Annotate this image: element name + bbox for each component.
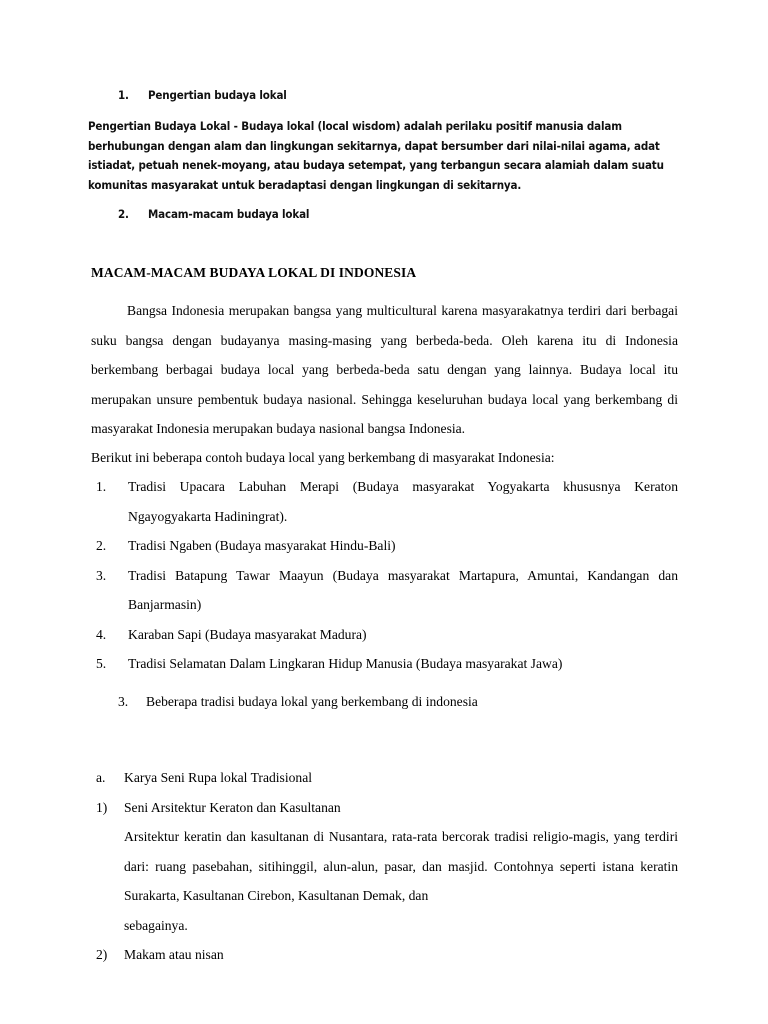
list-marker: 2. [96,538,107,553]
list-item-seni-arsitektur [96,793,678,823]
list-marker: 2. [118,207,129,221]
definition-paragraph: Pengertian Budaya Lokal - Budaya lokal (local wisdom) adalah perilaku positif manusia dalam berhubungan dengan alam dan lingkungan sekitarnya, dapat bersumber dari nilai-nilai agama, adat istiadat, petuah nenek-moyang, atau budaya setempat, yang terbangun secara alamiah dalam suatu komunitas masyarakat untuk beradaptasi dengan lingkungan di sekitarnya. [88,119,664,192]
section-heading: MACAM-MACAM BUDAYA LOKAL DI INDONESIA [91,265,417,280]
list-item-beberapa-tradisi [118,687,478,717]
list-item-karya-seni-rupa [96,763,678,793]
subsection-list [96,763,678,970]
sub-item-body-tail: sebagainya. [124,917,188,933]
list-marker: a. [96,770,106,785]
list-item-label: Karaban Sapi (Budaya masyarakat Madura) [128,626,367,642]
list-marker: 4. [96,626,107,642]
list-item-label: Macam-macam budaya lokal [148,207,310,221]
intro-paragraph: Bangsa Indonesia merupakan bangsa yang multicultural karena masyarakatnya terdiri dari berbagai suku bangsa dengan budayanya masing-masing yang berbeda-beda. Oleh karena itu di Indonesia berkembang berbagai budaya local yang berbeda-beda satu dengan yang lainnya. Budaya local itu merupakan unsure pembentuk budaya nasional. Sehingga keseluruhan budaya local yang berkembang di masyarakat Indonesia merupakan budaya nasional bangsa Indonesia. [91,303,678,436]
table-row [96,472,678,531]
list-marker: 2) [96,947,108,962]
examples-list [96,472,678,679]
list-item-makam-atau-nisan [96,940,678,970]
list-lead-in: Berikut ini beberapa contoh budaya local yang berkembang di masyarakat Indonesia: [91,450,555,465]
list-marker: 1. [96,479,107,494]
list-item-pengertian [118,86,678,106]
list-item-label: Tradisi Batapung Tawar Maayun (Budaya masyarakat Martapura, Amuntai, Kandangan dan Banjarmasin) [128,567,678,612]
list-item-label: Tradisi Upacara Labuhan Merapi (Budaya masyarakat Yogyakarta khususnya Keraton Ngayogyakarta Hadiningrat). [128,479,678,524]
list-item-label: Karya Seni Rupa lokal Tradisional [124,770,313,785]
list-marker: 3. [118,694,129,709]
list-marker: 5. [96,656,107,671]
list-marker: 1) [96,799,108,815]
list-item-label: Makam atau nisan [124,947,224,962]
list-marker: 3. [96,567,107,583]
list-item-label: Seni Arsitektur Keraton dan Kasultanan [124,799,341,815]
list-item-label: Tradisi Ngaben (Budaya masyarakat Hindu-Bali) [128,538,396,553]
table-row [96,531,678,561]
table-row [96,649,678,679]
table-row [96,561,678,620]
list-item-macam-macam [118,205,678,225]
sub-item-body-paragraph: Arsitektur keratin dan kasultanan di Nusantara, rata-rata bercorak tradisi religio-magis, yang terdiri dari: ruang pasebahan, sitihinggil, alun-alun, pasar, dan masjid. Contohnya seperti istana keratin Surakarta, Kasultanan Cirebon, Kasultanan Demak, dan [124,829,678,903]
list-item-label: Pengertian budaya lokal [148,88,287,102]
list-item-label: Beberapa tradisi budaya lokal yang berkembang di indonesia [146,694,478,709]
table-row [96,620,678,650]
list-item-label: Tradisi Selamatan Dalam Lingkaran Hidup Manusia (Budaya masyarakat Jawa) [128,656,563,671]
list-marker: 1. [118,88,129,102]
